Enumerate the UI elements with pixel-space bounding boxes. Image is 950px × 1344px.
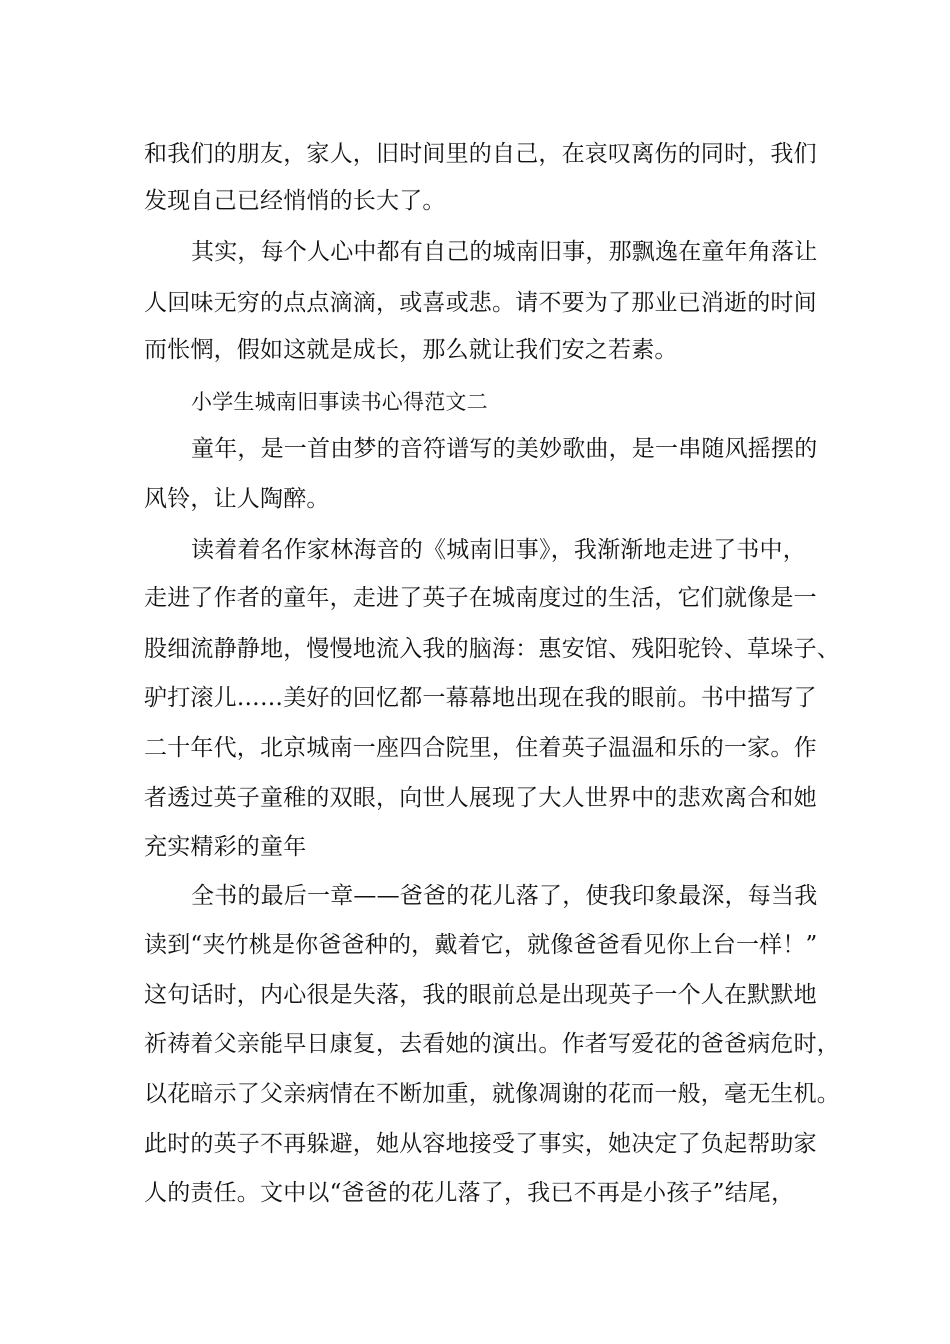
text-line: 驴打滚儿……美好的回忆都一幕幕地出现在我的眼前。书中描写了 [144,685,817,711]
text-line: 充实精彩的童年 [144,834,307,860]
text-line: 发现自己已经悄悄的长大了。 [144,188,446,214]
text-line: 此时的英子不再躲避，她从容地接受了事实，她决定了负起帮助家 [144,1131,817,1157]
text-line: 童年，是一首由梦的音符谱写的美妙歌曲，是一串随风摇摆的 [191,436,818,462]
text-line: 其实，每个人心中都有自己的城南旧事，那飘逸在童年角落让 [191,239,818,265]
text-line: 而怅惘，假如这就是成长，那么就让我们安之若素。 [144,337,678,363]
text-line: 和我们的朋友，家人，旧时间里的自己，在哀叹离伤的同时，我们 [144,141,817,167]
text-line: 祈祷着父亲能早日康复，去看她的演出。作者写爱花的爸爸病危时， [144,1031,840,1057]
text-line: 风铃，让人陶醉。 [144,486,330,512]
text-line: 以花暗示了父亲病情在不断加重，就像凋谢的花而一般，毫无生机。 [144,1081,840,1107]
text-line: 读着着名作家林海音的《城南旧事》，我渐渐地走进了书中， [191,537,806,563]
text-line: 读到“夹竹桃是你爸爸种的，戴着它，就像爸爸看见你上台一样！” [144,932,818,958]
text-line: 人回味无穷的点点滴滴，或喜或悲。请不要为了那业已消逝的时间 [144,290,817,316]
text-line: 人的责任。文中以“爸爸的花儿落了，我已不再是小孩子”结尾， [144,1180,795,1206]
text-line: 二十年代，北京城南一座四合院里，住着英子温温和乐的一家。作 [144,735,817,761]
section-heading: 小学生城南旧事读书心得范文二 [191,390,488,414]
text-line: 股细流静静地，慢慢地流入我的脑海：惠安馆、残阳驼铃、草垛子、 [144,636,840,662]
text-line: 这句话时，内心很是失落，我的眼前总是出现英子一个人在默默地 [144,982,817,1008]
text-line: 者透过英子童稚的双眼，向世人展现了大人世界中的悲欢离合和她 [144,785,817,811]
text-line: 走进了作者的童年，走进了英子在城南度过的生活，它们就像是一 [144,585,817,611]
text-line: 全书的最后一章——爸爸的花儿落了，使我印象最深，每当我 [191,883,818,909]
